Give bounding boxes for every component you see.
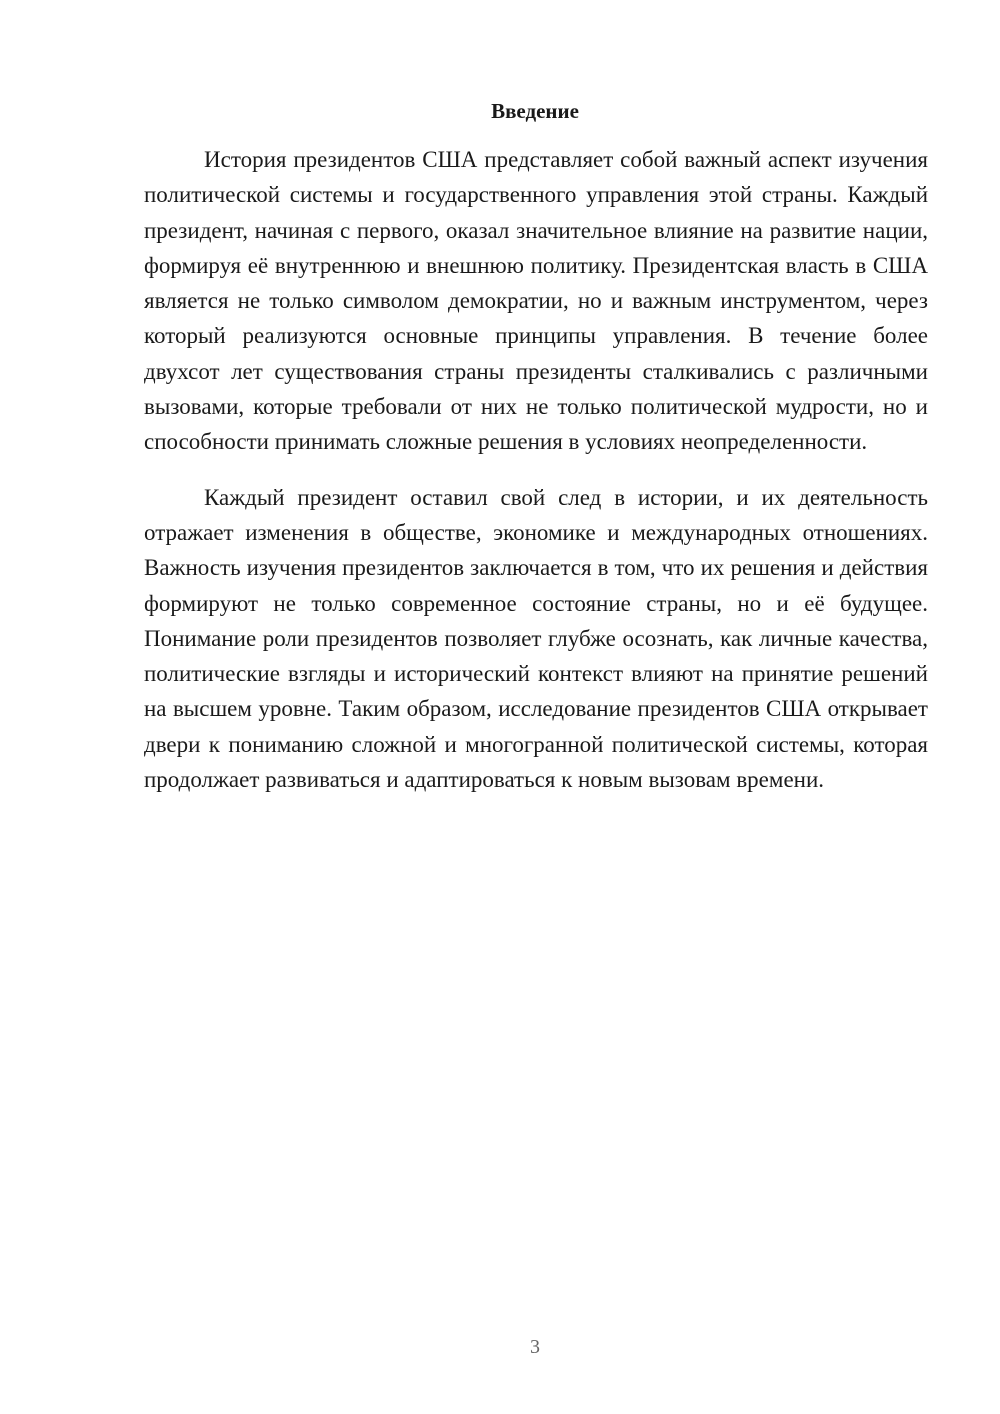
paragraph-1: История президентов США представляет собой важный аспект изучения политической системы и государственного управления этой страны. Каждый президент, начиная с первого, оказал значительное влияние на развитие нации, формируя её внутреннюю и внешнюю политику. Президентская власть в США является не только символом демократии, но и важным инструментом, через который реализуются основные принципы управления. В течение более двухсот лет существования страны президенты сталкивались с различными вызовами, которые требовали от них не только политической мудрости, но и способности принимать сложные решения в условиях неопределенности.: [144, 147, 928, 455]
section-title: Введение: [491, 99, 579, 123]
page-number: 3: [530, 1336, 540, 1358]
paragraph-2: Каждый президент оставил свой след в истории, и их деятельность отражает изменения в обществе, экономике и международных отношениях. Важность изучения президентов заключается в том, что их решения и действия формируют не только современное состояние страны, но и её будущее. Понимание роли президентов позволяет глубже осознать, как личные качества, политические взгляды и исторический контекст влияют на принятие решений на высшем уровне. Таким образом, исследование президентов США открывает двери к пониманию сложной и многогранной политической системы, которая продолжает развиваться и адаптироваться к новым вызовам времени.: [144, 484, 928, 793]
body-text: [144, 142, 928, 797]
